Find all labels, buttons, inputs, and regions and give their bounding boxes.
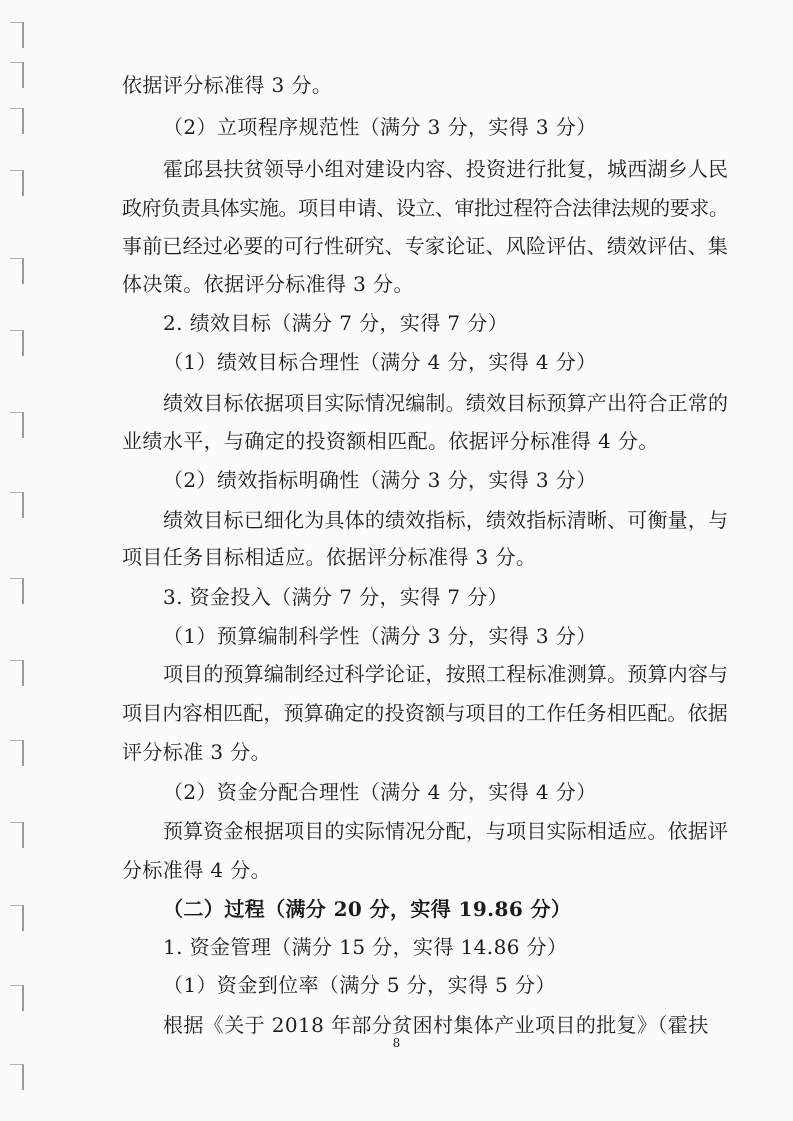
paragraph-line: 项目任务目标相适应。依据评分标准得 3 分。 (122, 545, 537, 569)
binding-mark (10, 660, 24, 686)
paragraph-line: 绩效目标依据项目实际情况编制。绩效目标预算产出符合正常的 (163, 391, 729, 415)
binding-mark (10, 258, 24, 284)
binding-mark (10, 985, 24, 1011)
paragraph-line: 政府负责具体实施。项目申请、设立、审批过程符合法律法规的要求。 (122, 196, 729, 220)
binding-mark (10, 578, 24, 604)
paragraph-line: 依据评分标准得 3 分。 (122, 73, 333, 97)
paragraph-line: 体决策。依据评分标准得 3 分。 (122, 272, 414, 296)
paragraph-line: 预算资金根据项目的实际情况分配，与项目实际相适应。依据评 (163, 819, 729, 843)
binding-mark (10, 492, 24, 518)
binding-mark (10, 1064, 24, 1090)
paragraph-line: 根据《关于 2018 年部分贫困村集体产业项目的批复》（霍扶 (163, 1013, 709, 1037)
page-number: 8 (392, 1036, 401, 1050)
binding-mark (10, 330, 24, 356)
subsection-heading: （2）资金分配合理性（满分 4 分，实得 4 分） (163, 780, 597, 804)
paragraph-line: 项目的预算编制经过科学论证，按照工程标准测算。预算内容与 (163, 662, 729, 686)
paragraph-line: 评分标准 3 分。 (122, 740, 272, 764)
subsection-heading: （1）绩效目标合理性（满分 4 分，实得 4 分） (163, 350, 597, 374)
paragraph-line: 霍邱县扶贫领导小组对建设内容、投资进行批复，城西湖乡人民 (163, 157, 729, 181)
binding-mark (10, 62, 24, 88)
subsection-heading: （2）立项程序规范性（满分 3 分，实得 3 分） (163, 115, 597, 139)
section-heading: 1. 资金管理（满分 15 分，实得 14.86 分） (163, 935, 568, 959)
binding-mark (10, 740, 24, 766)
subsection-heading: （2）绩效指标明确性（满分 3 分，实得 3 分） (163, 468, 597, 492)
paragraph-line: 分标准得 4 分。 (122, 858, 272, 882)
subsection-heading: （1）预算编制科学性（满分 3 分，实得 3 分） (163, 624, 597, 648)
binding-mark (10, 108, 24, 134)
paragraph-line: 事前已经过必要的可行性研究、专家论证、风险评估、绩效评估、集 (122, 234, 728, 258)
binding-mark (10, 905, 24, 931)
section-heading: 2. 绩效目标（满分 7 分，实得 7 分） (163, 311, 509, 335)
paragraph-line: 绩效目标已细化为具体的绩效指标，绩效指标清晰、可衡量，与 (163, 508, 729, 532)
binding-mark (10, 822, 24, 848)
subsection-heading: （1）资金到位率（满分 5 分，实得 5 分） (163, 973, 556, 997)
paragraph-line: 业绩水平，与确定的投资额相匹配。依据评分标准得 4 分。 (122, 429, 659, 453)
chapter-heading: （二）过程（满分 20 分，实得 19.86 分） (163, 897, 572, 921)
binding-mark (10, 170, 24, 196)
binding-marks (0, 0, 40, 1121)
binding-mark (10, 412, 24, 438)
section-heading: 3. 资金投入（满分 7 分，实得 7 分） (163, 585, 509, 609)
binding-mark (10, 22, 24, 48)
paragraph-line: 项目内容相匹配，预算确定的投资额与项目的工作任务相匹配。依据 (122, 701, 728, 725)
